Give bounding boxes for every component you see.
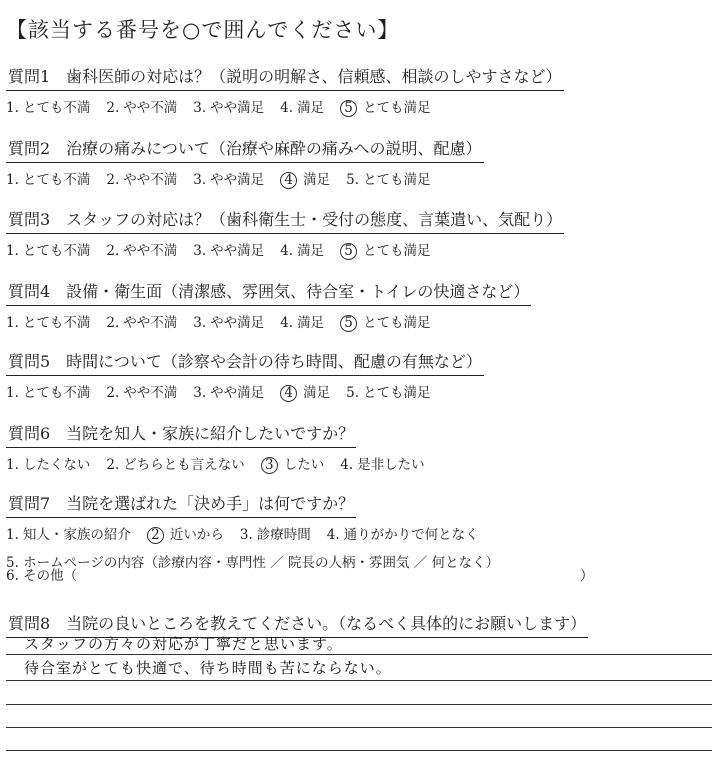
question-title: 質問6 当院を知人・家族に紹介したいですか？ bbox=[6, 421, 356, 448]
option-3[interactable] bbox=[193, 311, 264, 331]
option-row bbox=[6, 381, 484, 402]
option-number: 4. bbox=[326, 527, 340, 543]
option-number: 2. bbox=[106, 172, 120, 188]
option-1[interactable] bbox=[6, 168, 90, 188]
question-title: 質問2 治療の痛みについて（治療や麻酔の痛みへの説明、配慮） bbox=[6, 136, 484, 163]
option-row bbox=[6, 311, 531, 332]
option-5[interactable] bbox=[346, 168, 430, 188]
option-4[interactable] bbox=[340, 453, 424, 473]
option-2[interactable] bbox=[106, 168, 177, 188]
option-label: とても満足 bbox=[363, 172, 431, 188]
option-label: どちらとも言えない bbox=[123, 457, 245, 473]
option-number: 5. bbox=[346, 172, 360, 188]
sheet-title: 【該当する番号を○で囲んでください】 bbox=[6, 18, 400, 42]
option-label: やや満足 bbox=[210, 172, 265, 188]
option-label: とても不満 bbox=[22, 385, 91, 401]
option-label: やや満足 bbox=[210, 100, 265, 116]
option-label: 近いから bbox=[169, 527, 224, 543]
option-4[interactable] bbox=[280, 168, 330, 189]
question-4 bbox=[6, 279, 531, 332]
option-2[interactable] bbox=[106, 311, 177, 331]
option-number: 3 bbox=[261, 457, 278, 474]
question-title: 質問3 スタッフの対応は？（歯科衛生士・受付の態度、言葉遣い、気配り） bbox=[6, 207, 564, 234]
q7-option-6[interactable] bbox=[6, 564, 594, 584]
question-3 bbox=[6, 207, 564, 260]
option-number: 3. bbox=[193, 315, 207, 331]
option-4[interactable] bbox=[280, 239, 324, 259]
option-number: 3. bbox=[193, 385, 207, 401]
question-title: 質問5 時間について（診察や会計の待ち時間、配慮の有無など） bbox=[6, 349, 484, 376]
option-number: 4. bbox=[280, 315, 294, 331]
option-label: したい bbox=[283, 457, 325, 473]
option-3[interactable] bbox=[240, 523, 311, 543]
option-row bbox=[6, 96, 564, 117]
option-label: 是非したい bbox=[357, 457, 425, 473]
option-4[interactable] bbox=[280, 96, 324, 116]
q7-other-label: 6. その他（ bbox=[6, 568, 78, 584]
option-label: やや不満 bbox=[123, 315, 178, 331]
option-row bbox=[6, 239, 564, 260]
option-row bbox=[6, 523, 499, 544]
option-number: 3. bbox=[239, 527, 253, 543]
option-4[interactable] bbox=[280, 311, 324, 331]
option-label: やや満足 bbox=[210, 243, 265, 259]
option-number: 2. bbox=[106, 315, 120, 331]
option-number: 5. bbox=[346, 385, 360, 401]
option-number: 1. bbox=[6, 527, 19, 543]
option-number: 3. bbox=[193, 100, 207, 116]
option-2[interactable] bbox=[106, 381, 177, 401]
option-label: とても満足 bbox=[363, 100, 431, 116]
handwritten-answer-1[interactable]: スタッフの方々の対応が丁寧だと思います。 bbox=[24, 635, 343, 653]
option-number: 4 bbox=[280, 385, 297, 402]
q7-option-5[interactable]: 5. ホームページの内容（診療内容・専門性 ／ 院長の人柄・雰囲気 ／ 何となく） bbox=[6, 555, 500, 571]
option-3[interactable] bbox=[193, 96, 264, 116]
question-title: 質問1 歯科医師の対応は？（説明の明解さ、信頼感、相談のしやすさなど） bbox=[6, 64, 564, 91]
option-label: 満足 bbox=[297, 243, 325, 259]
question-5 bbox=[6, 349, 484, 402]
option-number: 2. bbox=[106, 243, 120, 259]
option-1[interactable] bbox=[6, 96, 90, 116]
question-6 bbox=[6, 421, 441, 474]
option-2[interactable] bbox=[106, 239, 177, 259]
question-title: 質問8 当院の良いところを教えてください。（なるべく具体的にお願いします） bbox=[6, 611, 588, 638]
option-label: とても満足 bbox=[363, 315, 431, 331]
option-5[interactable] bbox=[340, 239, 431, 260]
option-5[interactable] bbox=[346, 381, 430, 401]
option-number: 3. bbox=[193, 243, 207, 259]
option-5[interactable] bbox=[340, 96, 431, 117]
option-label: 知人・家族の紹介 bbox=[22, 527, 131, 543]
option-number: 1. bbox=[6, 100, 19, 116]
question-1 bbox=[6, 64, 564, 117]
option-3[interactable] bbox=[193, 239, 264, 259]
answer-line bbox=[6, 704, 712, 705]
option-number: 2. bbox=[106, 385, 120, 401]
option-label: とても満足 bbox=[363, 243, 431, 259]
question-2 bbox=[6, 136, 484, 189]
option-label: やや満足 bbox=[210, 385, 265, 401]
option-number: 3. bbox=[193, 172, 207, 188]
option-1[interactable] bbox=[6, 311, 90, 331]
option-1[interactable] bbox=[6, 453, 90, 473]
option-number: 4 bbox=[280, 172, 297, 189]
option-2[interactable] bbox=[106, 453, 244, 473]
option-label: やや不満 bbox=[123, 243, 178, 259]
option-label: とても不満 bbox=[22, 243, 91, 259]
question-title: 質問4 設備・衛生面（清潔感、雰囲気、待合室・トイレの快適さなど） bbox=[6, 279, 531, 306]
option-label: とても不満 bbox=[22, 172, 91, 188]
option-number: 4. bbox=[340, 457, 354, 473]
option-5[interactable] bbox=[340, 311, 431, 332]
option-2[interactable] bbox=[147, 523, 224, 544]
option-3[interactable] bbox=[261, 453, 325, 474]
option-label: 通りがかりで何となく bbox=[343, 527, 479, 543]
option-1[interactable] bbox=[6, 523, 131, 543]
option-1[interactable] bbox=[6, 239, 90, 259]
answer-line bbox=[6, 654, 712, 655]
option-label: やや不満 bbox=[123, 385, 178, 401]
option-number: 1. bbox=[6, 243, 19, 259]
option-label: したくない bbox=[22, 457, 91, 473]
option-label: やや不満 bbox=[123, 100, 178, 116]
option-number: 5 bbox=[340, 243, 357, 260]
option-number: 4. bbox=[280, 100, 294, 116]
question-7 bbox=[6, 491, 499, 571]
option-3[interactable] bbox=[193, 381, 264, 401]
option-number: 1. bbox=[6, 172, 19, 188]
answer-line bbox=[6, 750, 712, 751]
option-2[interactable] bbox=[106, 96, 177, 116]
handwritten-answer-2[interactable]: 待合室がとても快適で、待ち時間も苦にならない。 bbox=[24, 659, 392, 677]
answer-line bbox=[6, 680, 712, 681]
question-title: 質問7 当院を選ばれた「決め手」は何ですか？ bbox=[6, 491, 356, 518]
option-label: 満足 bbox=[297, 100, 325, 116]
option-4[interactable] bbox=[327, 523, 479, 543]
option-4[interactable] bbox=[280, 381, 330, 402]
option-3[interactable] bbox=[193, 168, 264, 188]
option-label: とても不満 bbox=[22, 100, 91, 116]
option-1[interactable] bbox=[6, 381, 90, 401]
option-number: 1. bbox=[6, 385, 19, 401]
q7-other-close: ） bbox=[580, 568, 594, 584]
option-number: 2. bbox=[106, 457, 120, 473]
option-label: 満足 bbox=[303, 385, 331, 401]
option-number: 2. bbox=[106, 100, 120, 116]
option-number: 4. bbox=[280, 243, 294, 259]
option-label: とても不満 bbox=[22, 315, 91, 331]
option-label: やや満足 bbox=[210, 315, 265, 331]
option-number: 1. bbox=[6, 457, 19, 473]
option-number: 5 bbox=[340, 100, 357, 117]
option-row bbox=[6, 168, 484, 189]
option-label: 診療時間 bbox=[256, 527, 311, 543]
option-label: 満足 bbox=[297, 315, 325, 331]
option-number: 5 bbox=[340, 315, 357, 332]
option-number: 1. bbox=[6, 315, 19, 331]
option-label: とても満足 bbox=[363, 385, 431, 401]
option-number: 2 bbox=[147, 527, 164, 544]
option-label: 満足 bbox=[303, 172, 331, 188]
option-row bbox=[6, 453, 441, 474]
answer-line bbox=[6, 727, 712, 728]
option-label: やや不満 bbox=[123, 172, 178, 188]
